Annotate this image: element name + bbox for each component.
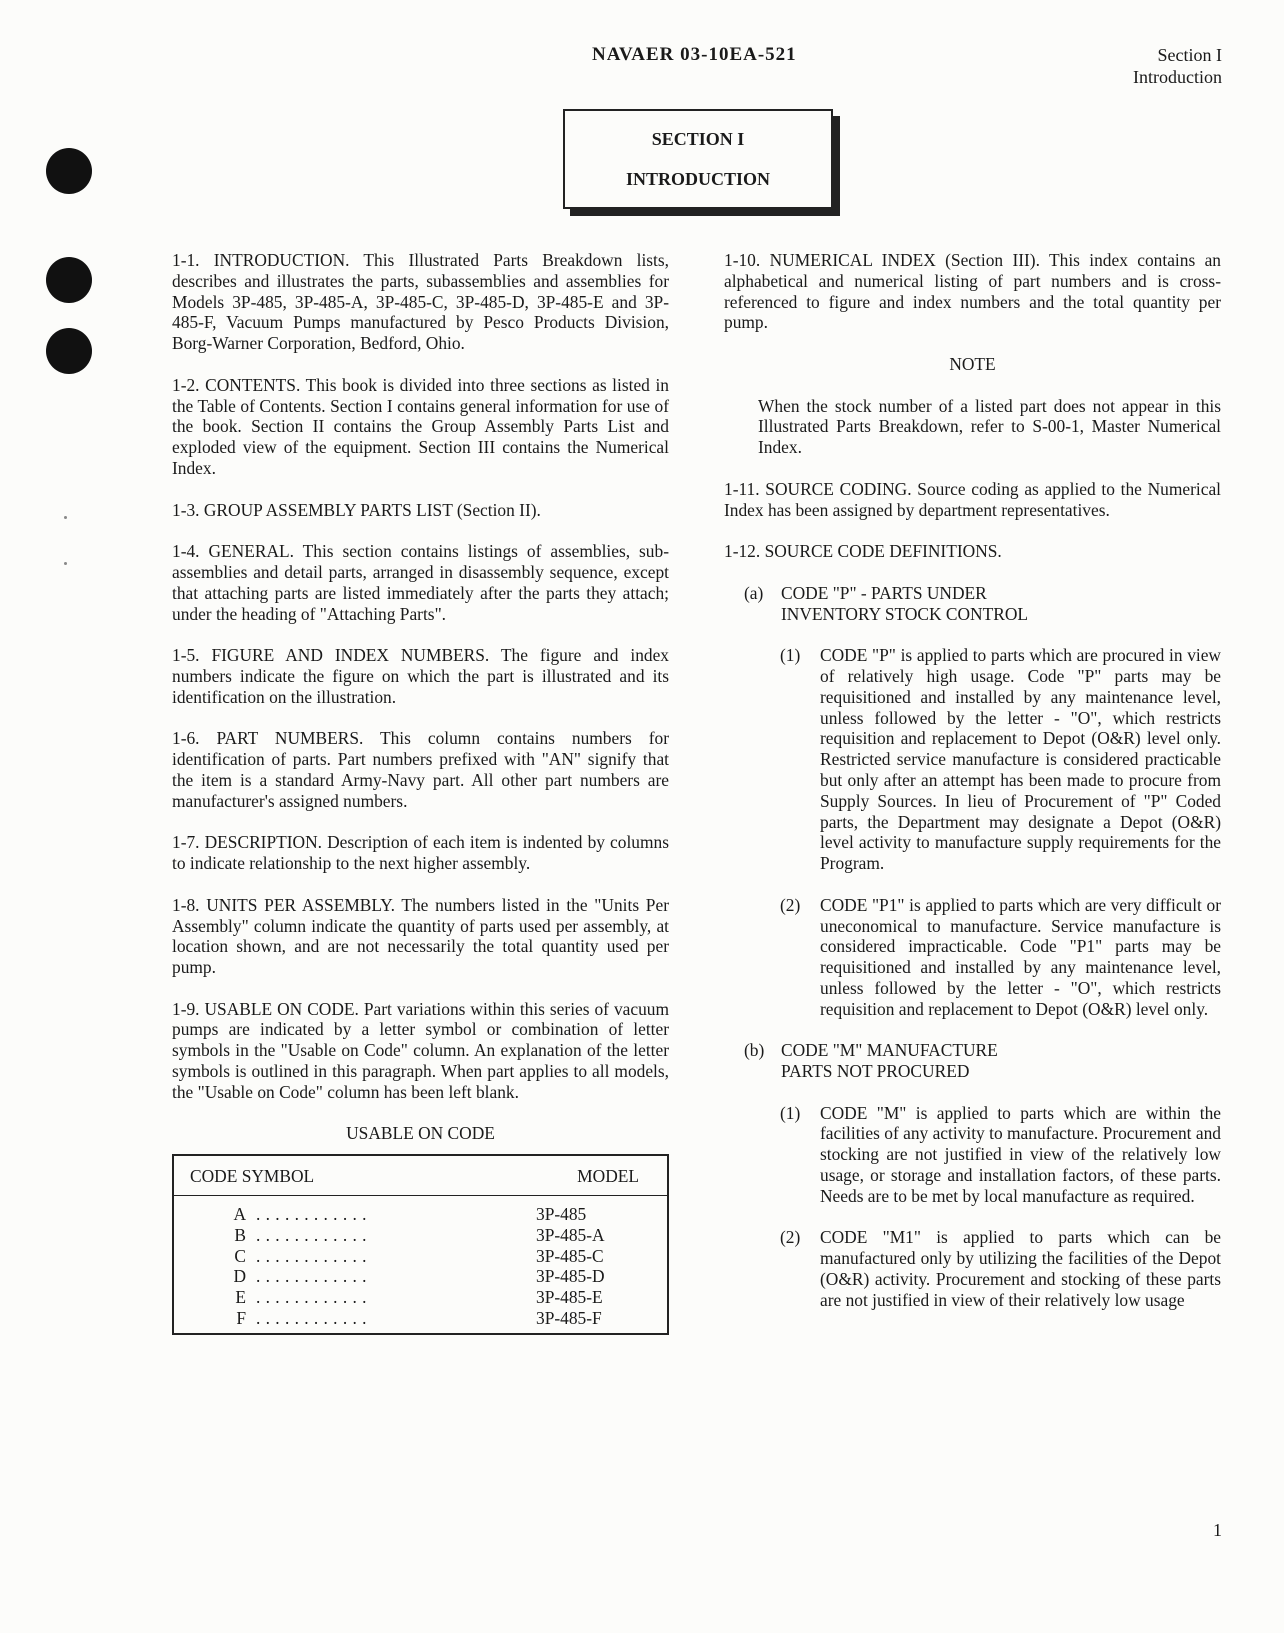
column-header-model: MODEL [577, 1166, 639, 1187]
item-text: CODE "P1" is applied to parts which are very difficult or uneconomical to manufacture. Service manufacture is considered impracticable. Code "P1" parts may be requisitioned and installed by any maintenance level, unless followed by the letter - "O", which restricts requisition and replacement to Depot (O&R) level only. [820, 894, 1221, 1019]
table-header [174, 1156, 667, 1196]
subsection-heading-line: PARTS NOT PROCURED [781, 1061, 970, 1082]
subsection-label: (a) [744, 582, 764, 603]
binder-hole-lower [46, 328, 92, 374]
model-name: 3P-485-E [536, 1287, 603, 1308]
table-row [174, 1204, 667, 1225]
subsection-heading-line: INVENTORY STOCK CONTROL [781, 603, 1029, 624]
table-row [174, 1246, 667, 1267]
paragraph-1-2: 1-2. CONTENTS. This book is divided into three sections as listed in the Table of Contents. Section I contains general information for use of the book. Section II contains the Group Assembly Parts List and exploded view of the equipment. Section III contains the Numerical Index. [172, 374, 669, 478]
running-header-title: Introduction [1133, 67, 1222, 87]
item-label: (2) [780, 894, 801, 915]
page-number: 1 [1213, 1520, 1222, 1540]
section-title: INTRODUCTION [625, 169, 771, 189]
item-label: (1) [780, 1102, 801, 1123]
leader-dots: ............ [256, 1266, 372, 1287]
subsection-heading [781, 1040, 1221, 1082]
subsection-label: (b) [744, 1040, 765, 1061]
subsection-heading-line: CODE "M" MANUFACTURE [781, 1040, 998, 1061]
paragraph-1-10: 1-10. NUMERICAL INDEX (Section III). This index contains an alphabetical and numerical listing of part numbers and is cross-referenced to figure and index numbers and the total quantity per pump. [724, 250, 1221, 333]
subsection-heading-line: CODE "P" - PARTS UNDER [781, 582, 987, 603]
running-header-section: Section I [1157, 45, 1222, 65]
list-item [780, 1103, 1221, 1207]
table-body [174, 1196, 667, 1333]
paragraph-1-11: 1-11. SOURCE CODING. Source coding as applied to the Numerical Index has been assigned by department representatives. [724, 478, 1221, 520]
model-name: 3P-485-A [536, 1224, 605, 1245]
binder-hole-middle [46, 257, 92, 303]
model-name: 3P-485 [536, 1204, 587, 1225]
leader-dots: ............ [256, 1287, 372, 1308]
model-name: 3P-485-F [536, 1308, 602, 1329]
list-item [780, 895, 1221, 1020]
code-symbol: C [234, 1245, 246, 1266]
code-symbol: B [234, 1224, 246, 1245]
item-text: CODE "M1" is applied to parts which can be manufactured only by utilizing the facilities of the Depot (O&R) activity. Procurement and stocking of these parts are not justified in view of their relatively low usage [820, 1227, 1221, 1310]
paragraph-1-5: 1-5. FIGURE AND INDEX NUMBERS. The figure and index numbers indicate the figure on which the part is illustrated and its identification on the illustration. [172, 645, 669, 707]
usable-on-code-table [172, 1154, 669, 1335]
leader-dots: ............ [256, 1204, 372, 1225]
code-symbol: F [236, 1308, 246, 1329]
paragraph-1-1: 1-1. INTRODUCTION. This Illustrated Parts Breakdown lists, describes and illustrates the parts, subassemblies and assemblies for Models 3P-485, 3P-485-A, 3P-485-C, 3P-485-D, 3P-485-E and 3P-485-F, Vacuum Pumps manufactured by Pesco Products Division, Borg-Warner Corporation, Bedford, Ohio. [172, 250, 669, 354]
paragraph-1-7: 1-7. DESCRIPTION. Description of each item is indented by columns to indicate relationship to the next higher assembly. [172, 832, 669, 874]
scan-speck [64, 562, 67, 565]
paragraph-1-4: 1-4. GENERAL. This section contains listings of assemblies, sub-assemblies and detail parts, arranged in disassembly sequence, except that attaching parts are listed immediately after the parts they attach; under the heading of "Attaching Parts". [172, 541, 669, 624]
note-text: When the stock number of a listed part does not appear in this Illustrated Parts Breakdown, refer to S-00-1, Master Numerical Index. [758, 395, 1221, 458]
document-number: NAVAER 03-10EA-521 [592, 44, 797, 65]
code-symbol: E [235, 1287, 246, 1308]
usable-on-code-title: USABLE ON CODE [346, 1123, 495, 1144]
left-column [172, 250, 669, 1335]
list-item [780, 645, 1221, 874]
table-row [174, 1266, 667, 1287]
subsection-b [744, 1040, 1221, 1082]
note-heading: NOTE [949, 353, 996, 374]
section-number: SECTION I [651, 129, 745, 149]
running-header [1133, 44, 1222, 88]
table-row [174, 1308, 667, 1329]
paragraph-1-12: 1-12. SOURCE CODE DEFINITIONS. [724, 541, 1002, 562]
leader-dots: ............ [256, 1308, 372, 1329]
paragraph-1-8: 1-8. UNITS PER ASSEMBLY. The numbers listed in the "Units Per Assembly" column indicate the quantity of parts used per assembly, at location shown, and are not necessarily the total quantity used per pump. [172, 894, 669, 978]
model-name: 3P-485-D [536, 1266, 605, 1287]
code-symbol: D [233, 1266, 246, 1287]
column-header-code-symbol: CODE SYMBOL [190, 1166, 315, 1187]
leader-dots: ............ [256, 1245, 372, 1266]
paragraph-1-9: 1-9. USABLE ON CODE. Part variations within this series of vacuum pumps are indicated by a letter symbol or combination of letter symbols in the "Usable on Code" column. An explanation of the letter symbols is outlined in this paragraph. When part applies to all models, the "Usable on Code" column has been left blank. [172, 998, 669, 1102]
list-item [780, 1227, 1221, 1310]
subsection-a [744, 583, 1221, 625]
table-row [174, 1287, 667, 1308]
code-symbol: A [233, 1204, 246, 1225]
section-title-box [563, 109, 833, 209]
paragraph-1-6: 1-6. PART NUMBERS. This column contains numbers for identification of parts. Part numbers prefixed with "AN" signify that the item is a standard Army-Navy part. All other part numbers are manufacturer's assigned numbers. [172, 728, 669, 811]
subsection-heading [781, 583, 1221, 625]
binder-hole-top [46, 148, 92, 194]
item-label: (2) [780, 1227, 801, 1248]
table-row [174, 1225, 667, 1246]
right-column [724, 250, 1221, 1331]
paragraph-1-3: 1-3. GROUP ASSEMBLY PARTS LIST (Section II). [172, 499, 541, 520]
item-label: (1) [780, 645, 801, 666]
item-text: CODE "M" is applied to parts which are within the facilities of any activity to manufacture. Procurement and stocking are not justified in view of the relatively low usage, or storage and installation factors, of these parts. Needs are to be met by local manufacture as required. [820, 1102, 1221, 1206]
leader-dots: ............ [256, 1224, 372, 1245]
model-name: 3P-485-C [536, 1245, 604, 1266]
scan-speck [64, 516, 67, 519]
item-text: CODE "P" is applied to parts which are procured in view of relatively high usage. Code "P" parts may be requisitioned and installed by any maintenance level, unless followed by the letter - "O", which restricts requisition and replacement to Depot (O&R) level only. Restricted service manufacture is considered practicable but only after an attempt has been made to procure from Supply Sources. In lieu of Procurement of "P" Coded parts, the Department may designate a Depot (O&R) level activity to manufacture supply requirements for the Program. [820, 645, 1221, 874]
